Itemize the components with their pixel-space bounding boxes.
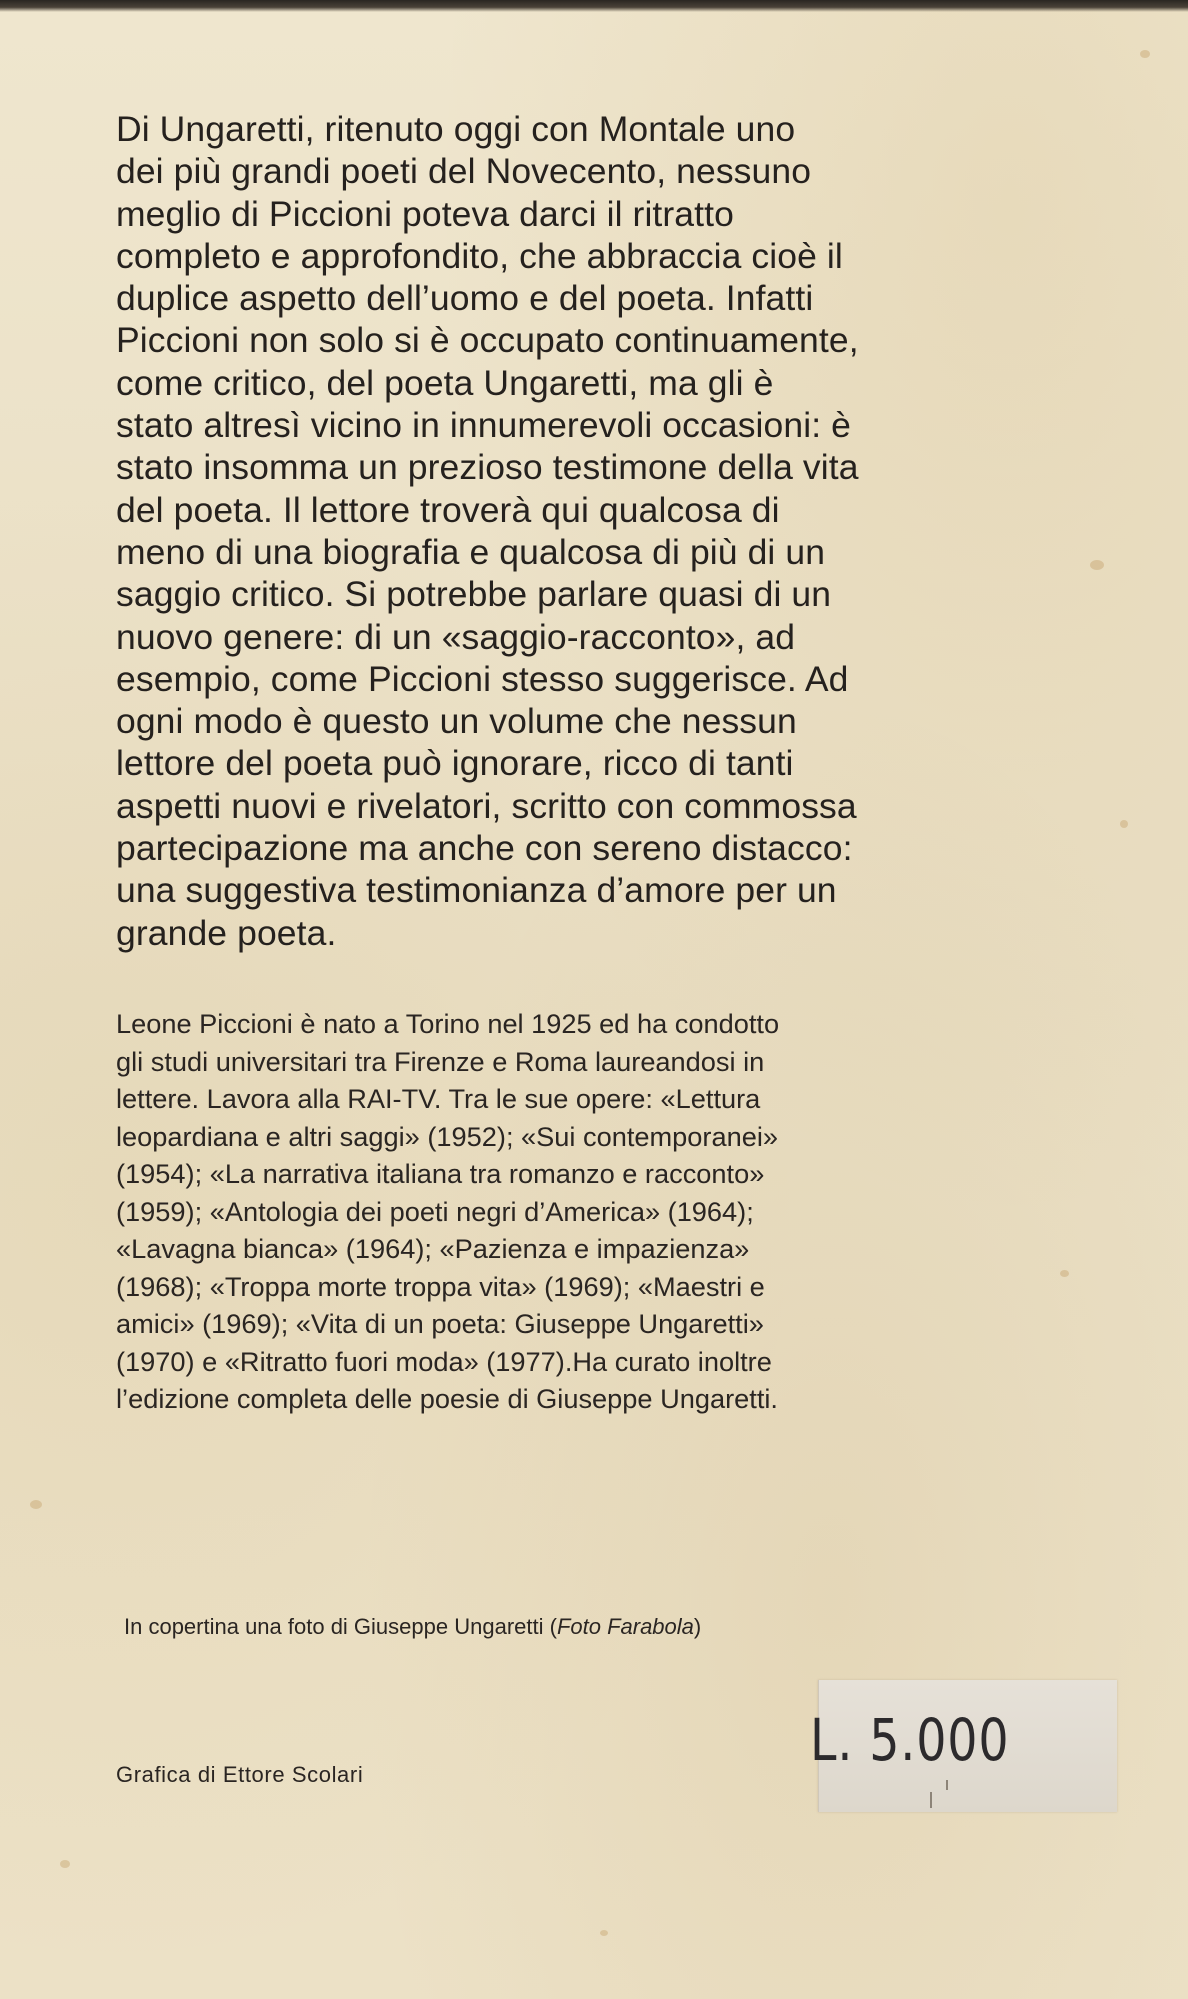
- top-edge-shadow: [0, 0, 1188, 12]
- blurb-line: del poeta. Il lettore troverà qui qualcosa di: [116, 489, 780, 530]
- blurb-line: stato altresì vicino in innumerevoli occasioni: è: [116, 405, 851, 446]
- foxing-spot: [1140, 50, 1150, 58]
- blurb-line: nuovo genere: di un «saggio-racconto», ad: [116, 616, 796, 657]
- foxing-spot: [1060, 1270, 1069, 1277]
- blurb-line: esempio, come Piccioni stesso suggerisce. Ad: [116, 658, 849, 699]
- sticker-mark: [946, 1780, 948, 1790]
- blurb-line: meglio di Piccioni poteva darci il ritratto: [116, 193, 734, 234]
- sticker-mark: [930, 1792, 932, 1808]
- foxing-spot: [1120, 820, 1128, 828]
- bio-line: (1970) e «Ritratto fuori moda» (1977).Ha curato inoltre: [116, 1345, 772, 1377]
- foxing-spot: [600, 1930, 608, 1936]
- blurb-line: ogni modo è questo un volume che nessun: [116, 701, 797, 742]
- foxing-spot: [30, 1500, 42, 1509]
- bio-line: (1959); «Antologia dei poeti negri d’America» (1964);: [116, 1195, 754, 1227]
- blurb-line: grande poeta.: [116, 912, 337, 953]
- graphic-design-credit: Grafica di Ettore Scolari: [116, 1762, 364, 1787]
- foxing-spot: [60, 1860, 70, 1868]
- blurb-paragraph: [116, 108, 1046, 954]
- cover-credit-close: ): [693, 1614, 702, 1639]
- blurb-line: saggio critico. Si potrebbe parlare quasi di un: [116, 574, 832, 615]
- blurb-line: Piccioni non solo si è occupato continuamente,: [116, 320, 859, 361]
- cover-credit-text: In copertina una foto di Giuseppe Ungaretti (: [124, 1614, 557, 1639]
- bio-line: l’edizione completa delle poesie di Giuseppe Ungaretti.: [116, 1383, 778, 1414]
- blurb-line: dei più grandi poeti del Novecento, nessuno: [116, 151, 812, 192]
- bio-line: «Lavagna bianca» (1964); «Pazienza e impazienza»: [116, 1233, 750, 1264]
- blurb-line: partecipazione ma anche con sereno distacco:: [116, 828, 853, 869]
- bio-line: (1968); «Troppa morte troppa vita» (1969); «Maestri e: [116, 1270, 765, 1302]
- blurb-line: duplice aspetto dell’uomo e del poeta. Infatti: [116, 278, 814, 319]
- bio-line: lettere. Lavora alla RAI-TV. Tra le sue opere: «Lettura: [116, 1083, 761, 1114]
- blurb-line: meno di una biografia e qualcosa di più di un: [116, 531, 826, 572]
- bio-line: (1954); «La narrativa italiana tra romanzo e racconto»: [116, 1158, 765, 1189]
- blurb-line: stato insomma un prezioso testimone della vita: [116, 447, 859, 488]
- photo-agency-credit: Foto Farabola: [556, 1614, 694, 1639]
- blurb-line: lettore del poeta può ignorare, ricco di tanti: [116, 743, 794, 784]
- bio-line: leopardiana e altri saggi» (1952); «Sui contemporanei»: [116, 1120, 778, 1152]
- blurb-line: Di Ungaretti, ritenuto oggi con Montale uno: [116, 109, 796, 149]
- author-bio: [116, 1005, 1046, 1418]
- bio-line: amici» (1969); «Vita di un poeta: Giuseppe Ungaretti»: [116, 1308, 764, 1339]
- blurb-line: una suggestiva testimonianza d’amore per un: [116, 870, 837, 911]
- cover-photo-credit: [124, 1614, 701, 1640]
- blurb-line: come critico, del poeta Ungaretti, ma gli è: [116, 362, 774, 403]
- foxing-spot: [1090, 560, 1104, 570]
- price-label: L. 5.000: [810, 1706, 1010, 1774]
- bio-line: gli studi universitari tra Firenze e Roma laureandosi in: [116, 1045, 765, 1077]
- blurb-line: aspetti nuovi e rivelatori, scritto con commossa: [116, 785, 857, 826]
- blurb-line: completo e approfondito, che abbraccia cioè il: [116, 235, 843, 276]
- bio-line: Leone Piccioni è nato a Torino nel 1925 ed ha condotto: [116, 1008, 780, 1039]
